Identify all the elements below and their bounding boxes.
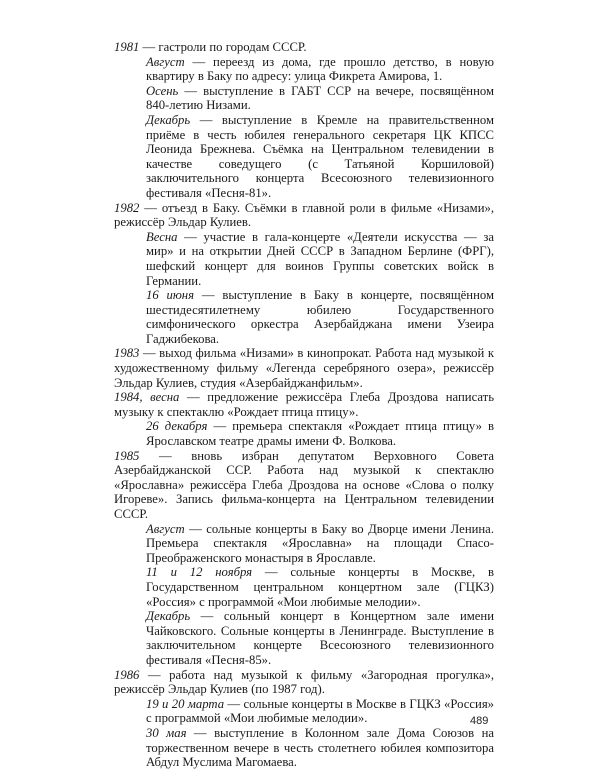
sub-entry-date: 11 и 12 ноября (146, 565, 253, 580)
sub-entry-text: — сольные концерты в Москве, в Государственном центральном концертном зале (ГЦКЗ) «Россия» с программой «Мои любимые мелодии». (146, 565, 495, 609)
entry-text: — работа над музыкой к фильму «Загородная прогулка», режиссёр Эльдар Кулиев (по 1987 год). (114, 667, 494, 697)
entry-text: — предложение режиссёра Глеба Дроздова написать музыку к спектаклю «Рождает птица птицу». (114, 390, 494, 419)
entry-1985 (114, 449, 494, 522)
entry-1983 (114, 346, 494, 390)
entry-year: 1985 (114, 448, 140, 463)
sub-entry (146, 726, 494, 770)
entry-text: — отъезд в Баку. Съёмки в главной роли в фильме «Низами», режиссёр Эльдар Кулиев. (114, 200, 494, 230)
entry-text: — выход фильма «Низами» в кинопрокат. Работа над музыкой к художественному фильму «Легенда серебряного озера», режиссёр Эльдар Кулиев, студия «Азербайджанфильм». (114, 346, 494, 390)
sub-entry-text: — выступление в Баку в концерте, посвящённом шестидесятилетнему юбилею Государственного симфонического оркестра Азербайджана имени Узеира Гаджибекова. (146, 288, 494, 346)
chronology (114, 40, 494, 770)
entry-year: 1984, весна (114, 390, 180, 405)
sub-entry-date: Август (146, 54, 185, 69)
entry-1981 (114, 40, 494, 55)
entry-text: — вновь избран депутатом Верховного Совета Азербайджанской ССР. Работа над музыкой к спектаклю «Ярославна» режиссёра Глеба Дроздова на основе «Слова о полку Игореве». Запись фильма-концерта на Центральном телевидении СССР. (114, 448, 494, 521)
sub-entry-text: — выступление в Кремле на правительственном приёме в честь юбилея генерального секретаря ЦК КПСС Леонида Брежнева. Съёмка на Центральном телевидении в качестве соведущего (с Татьяной Коршиловой) заключительного концерта Всесоюзного телевизионного фестиваля «Песня-81». (146, 112, 494, 200)
page-number: 489 (470, 715, 489, 727)
entry-year: 1983 (114, 346, 140, 361)
sub-entry-text: — премьера спектакля «Рождает птица птицу» в Ярославском театре драмы имени Ф. Волкова. (146, 419, 494, 449)
sub-entry (146, 288, 494, 346)
sub-entry (146, 609, 494, 667)
entry-year: 1986 (114, 667, 140, 682)
sub-entry-date: Декабрь (146, 609, 191, 624)
entry-year: 1981 (114, 40, 140, 54)
sub-entry-date: Август (146, 521, 185, 536)
sub-entry (146, 84, 494, 113)
sub-entry-date: Весна (146, 229, 178, 244)
sub-entry (146, 697, 494, 726)
sub-entry-text: — выступление в Колонном зале Дома Союзов на торжественном вечере в честь столетнего юбилея композитора Абдул Муслима Магомаева. (146, 725, 494, 770)
sub-entry-text: — участие в гала-концерте «Деятели искусства — за мир» и на открытии Дней СССР в Западном Берлине (ФРГ), шефский концерт для воинов Группы советских войск в Германии. (146, 229, 494, 288)
sub-entry-text: — сольный концерт в Концертном зале имени Чайковского. Сольные концерты в Ленинграде. Выступление в заключительном концерте Всесоюзного телевизионного фестиваля «Песня-85». (146, 609, 494, 667)
sub-entry-date: 16 июня (146, 288, 194, 303)
entry-1986 (114, 668, 494, 697)
sub-entry (146, 565, 494, 609)
sub-entry (146, 230, 494, 288)
sub-entry-date: 19 и 20 марта (146, 696, 225, 711)
sub-entry-date: Осень (146, 83, 179, 98)
sub-entry (146, 55, 494, 84)
sub-entry-text: — переезд из дома, где прошло детство, в новую квартиру в Баку по адресу: улица Фикрета Амирова, 1. (146, 54, 494, 84)
sub-entry-text: — сольные концерты в Баку во Дворце имени Ленина. Премьера спектакля «Ярославна» на площади Спасо-Преображенского монастыря в Ярославле. (146, 521, 494, 565)
sub-entry-date: 30 мая (146, 725, 187, 740)
entry-1982 (114, 201, 494, 230)
entry-year: 1982 (114, 200, 140, 215)
entry-text: — гастроли по городам СССР. (139, 40, 307, 54)
sub-entry-date: Декабрь (146, 112, 191, 127)
sub-entry (146, 522, 494, 566)
sub-entry-text: — выступление в ГАБТ ССР на вечере, посвящённом 840-летию Низами. (146, 83, 494, 113)
sub-entry-date: 26 декабря (146, 419, 208, 434)
sub-entry (146, 419, 494, 448)
sub-entry-text: — сольные концерты в Москве в ГЦКЗ «Россия» с программой «Мои любимые мелодии». (146, 696, 494, 726)
entry-1984 (114, 390, 494, 419)
sub-entry (146, 113, 494, 201)
